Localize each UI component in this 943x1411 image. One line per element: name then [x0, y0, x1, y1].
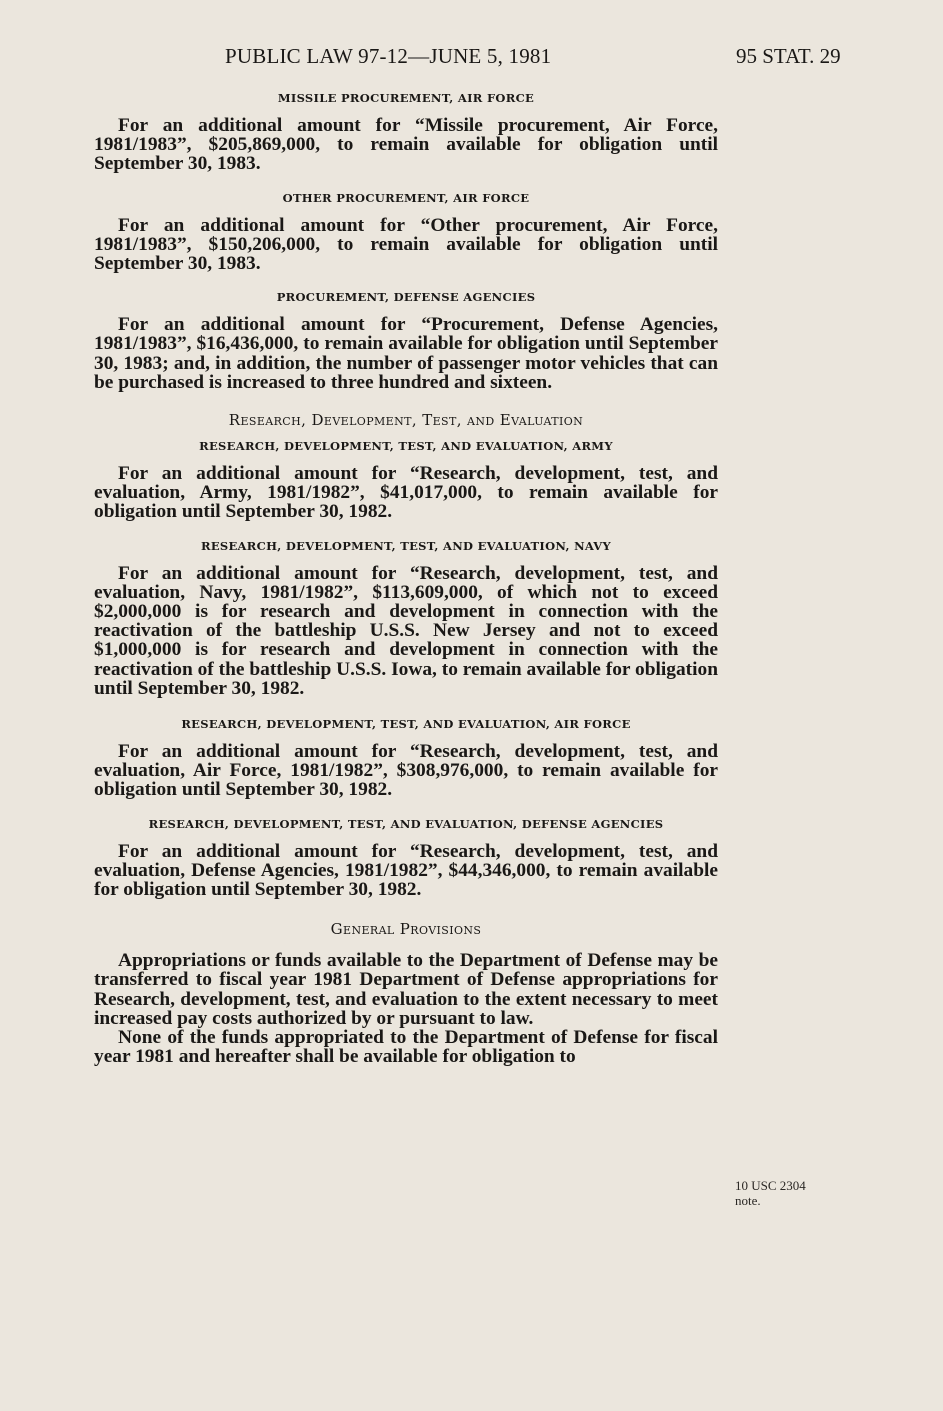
section-text: For an additional amount for “Research, development, test, and evaluation, Air Force, 1981/1982”, $308,976,000, to remain available for obligation until September 30, 1982.	[94, 741, 718, 801]
section-text: For an additional amount for “Other procurement, Air Force, 1981/1983”, $150,206,000, to remain available for obligation until September 30, 1983.	[94, 214, 718, 275]
title-heading: Research, Development, Test, and Evaluation	[228, 411, 584, 430]
section-text: For an additional amount for “Procurement, Defense Agencies, 1981/1983”, $16,436,000, to remain available for obligation until September 30, 1983; and, in addition, the number of passenger motor vehicles that can be purchased is increased to three hundred and sixteen.	[94, 314, 718, 393]
general-provision-paragraph: Appropriations or funds available to the Department of Defense may be transferred to fiscal year 1981 Department of Defense appropriations for Research, development, test, and evaluation to the extent necessary to meet increased pay costs authorized by or pursuant to law.	[94, 950, 718, 1029]
general-provision-paragraph: None of the funds appropriated to the Department of Defense for fiscal year 1981 and hereafter shall be available for obligation to	[94, 1027, 718, 1068]
page-header	[0, 44, 943, 74]
section-procurement-defense-agencies	[94, 287, 718, 392]
section-heading: RESEARCH, DEVELOPMENT, TEST, AND EVALUATION, AIR FORCE	[181, 717, 631, 732]
section-rdte-air-force	[94, 714, 718, 800]
body-column	[94, 88, 718, 1067]
section-heading: RESEARCH, DEVELOPMENT, TEST, AND EVALUATION, ARMY	[199, 439, 613, 454]
section-rdte-defense-agencies	[94, 814, 718, 900]
section-missile-procurement	[94, 88, 718, 174]
section-heading: MISSILE PROCUREMENT, AIR FORCE	[277, 91, 535, 105]
section-heading: RESEARCH, DEVELOPMENT, TEST, AND EVALUATION, NAVY	[200, 538, 612, 553]
margin-citation-note	[735, 1178, 845, 1208]
margin-note-line: note.	[735, 1193, 761, 1208]
section-rdte-army	[94, 436, 718, 522]
title-general-provisions	[94, 919, 718, 939]
section-heading: OTHER PROCUREMENT, AIR FORCE	[282, 190, 530, 205]
title-rdte	[94, 410, 718, 430]
section-other-procurement	[94, 188, 718, 274]
general-provisions-body	[94, 951, 718, 1066]
title-heading: General Provisions	[330, 920, 482, 939]
section-text: For an additional amount for “Research, development, test, and evaluation, Army, 1981/1982”, $41,017,000, to remain available for obligation until September 30, 1982.	[94, 463, 718, 523]
section-text: For an additional amount for “Research, development, test, and evaluation, Navy, 1981/1982”, $113,609,000, of which not to exceed $2,000,000 is for research and development in connection with the reactivation of the battleship U.S.S. New Jersey and not to exceed $1,000,000 is for research and development in connection with the reactivation of the battleship U.S.S. Iowa, to remain available for obligation until September 30, 1982.	[94, 562, 718, 699]
running-title: PUBLIC LAW 97-12—JUNE 5, 1981	[225, 44, 552, 68]
section-heading: RESEARCH, DEVELOPMENT, TEST, AND EVALUATION, DEFENSE AGENCIES	[148, 816, 664, 831]
section-heading: PROCUREMENT, DEFENSE AGENCIES	[276, 290, 536, 305]
margin-note-line: 10 USC 2304	[735, 1178, 806, 1193]
statute-page-number: 95 STAT. 29	[736, 44, 841, 68]
section-rdte-navy	[94, 536, 718, 698]
section-text: For an additional amount for “Research, development, test, and evaluation, Defense Agencies, 1981/1982”, $44,346,000, to remain available for obligation until September 30, 1982.	[94, 840, 718, 901]
section-text: For an additional amount for “Missile procurement, Air Force, 1981/1983”, $205,869,000, to remain available for obligation until September 30, 1983.	[94, 115, 718, 175]
